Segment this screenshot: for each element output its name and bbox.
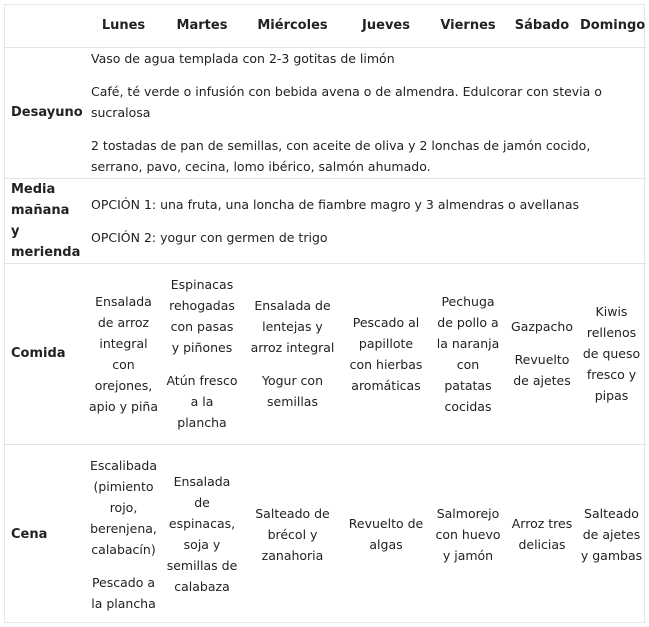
day-header-sabado: Sábado — [507, 5, 577, 47]
label-line: merienda — [11, 244, 81, 260]
cena-cell-viernes — [429, 444, 507, 624]
label-line: mañana y — [11, 202, 70, 239]
desayuno-line: Café, té verde o infusión con bebida avena o de almendra. Edulcorar con stevia o sucralosa — [91, 84, 602, 120]
cena-cell-martes — [162, 444, 242, 624]
meal-plan-table-container — [4, 4, 645, 623]
cena-cell-domingo — [577, 444, 646, 624]
dish: Ensalada de arroz integral con orejones, apio y piña — [88, 293, 159, 414]
row-cena — [5, 444, 646, 624]
comida-cell-domingo — [577, 263, 646, 444]
dish: Yogur con semillas — [261, 373, 324, 409]
dish: Kiwis rellenos de queso fresco y pipas — [582, 304, 641, 403]
dish: Salteado de brécol y zanahoria — [255, 505, 330, 563]
dish: Espinacas rehogadas con pasas y piñones — [169, 277, 235, 355]
cena-cell-lunes — [85, 444, 162, 624]
dish: Escalibada (pimiento rojo, berenjena, calabacín) — [89, 457, 158, 557]
day-header-domingo: Domingo — [577, 5, 646, 47]
dish: Pescado a la plancha — [91, 574, 156, 611]
comida-cell-miercoles — [242, 263, 343, 444]
desayuno-line: Vaso de agua templada con 2-3 gotitas de limón — [91, 51, 395, 66]
corner-cell — [5, 5, 85, 47]
dish: Revuelto de ajetes — [513, 352, 571, 388]
cena-cell-miercoles — [242, 444, 343, 624]
row-label-desayuno: Desayuno — [5, 47, 85, 178]
label-line: Media — [11, 181, 56, 197]
cena-cell-jueves — [343, 444, 429, 624]
desayuno-content — [85, 47, 646, 178]
comida-cell-sabado — [507, 263, 577, 444]
row-media-manana-merienda — [5, 178, 646, 263]
dish: Pescado al papillote con hierbas aromáticas — [349, 314, 423, 393]
desayuno-line: 2 tostadas de pan de semillas, con aceite de oliva y 2 lonchas de jamón cocido, serrano, pavo, cecina, lomo ibérico, salmón ahumado. — [91, 138, 591, 174]
media-content — [85, 178, 646, 263]
comida-cell-jueves — [343, 263, 429, 444]
day-header-lunes: Lunes — [85, 5, 162, 47]
dish: Ensalada de lentejas y arroz integral — [250, 298, 335, 355]
meal-plan-table — [5, 5, 646, 624]
day-header-miercoles: Miércoles — [242, 5, 343, 47]
comida-cell-lunes — [85, 263, 162, 444]
dish: Revuelto de algas — [348, 516, 424, 553]
cena-cell-sabado — [507, 444, 577, 624]
row-label-cena: Cena — [11, 526, 48, 542]
day-header-jueves: Jueves — [343, 5, 429, 47]
dish: Salmorejo con huevo y jamón — [435, 505, 501, 563]
dish: Ensalada de espinacas, soja y semillas de calabaza — [166, 474, 238, 595]
comida-cell-martes — [162, 263, 242, 444]
media-option: OPCIÓN 1: una fruta, una loncha de fiambre magro y 3 almendras o avellanas — [91, 196, 580, 212]
dish: Arroz tres delicias — [511, 516, 573, 553]
header-row — [5, 5, 646, 47]
day-header-martes: Martes — [162, 5, 242, 47]
dish: Salteado de ajetes y gambas — [580, 505, 643, 563]
row-label-media-manana-merienda — [5, 178, 85, 263]
dish: Atún fresco a la plancha — [166, 373, 238, 430]
dish: Gazpacho — [511, 319, 573, 334]
dish: Pechuga de pollo a la naranja con patatas cocidas — [436, 293, 500, 414]
row-comida — [5, 263, 646, 444]
row-desayuno — [5, 47, 646, 178]
media-option: OPCIÓN 2: yogur con germen de trigo — [91, 229, 328, 245]
row-label-comida: Comida — [5, 263, 85, 444]
comida-cell-viernes — [429, 263, 507, 444]
day-header-viernes: Viernes — [429, 5, 507, 47]
